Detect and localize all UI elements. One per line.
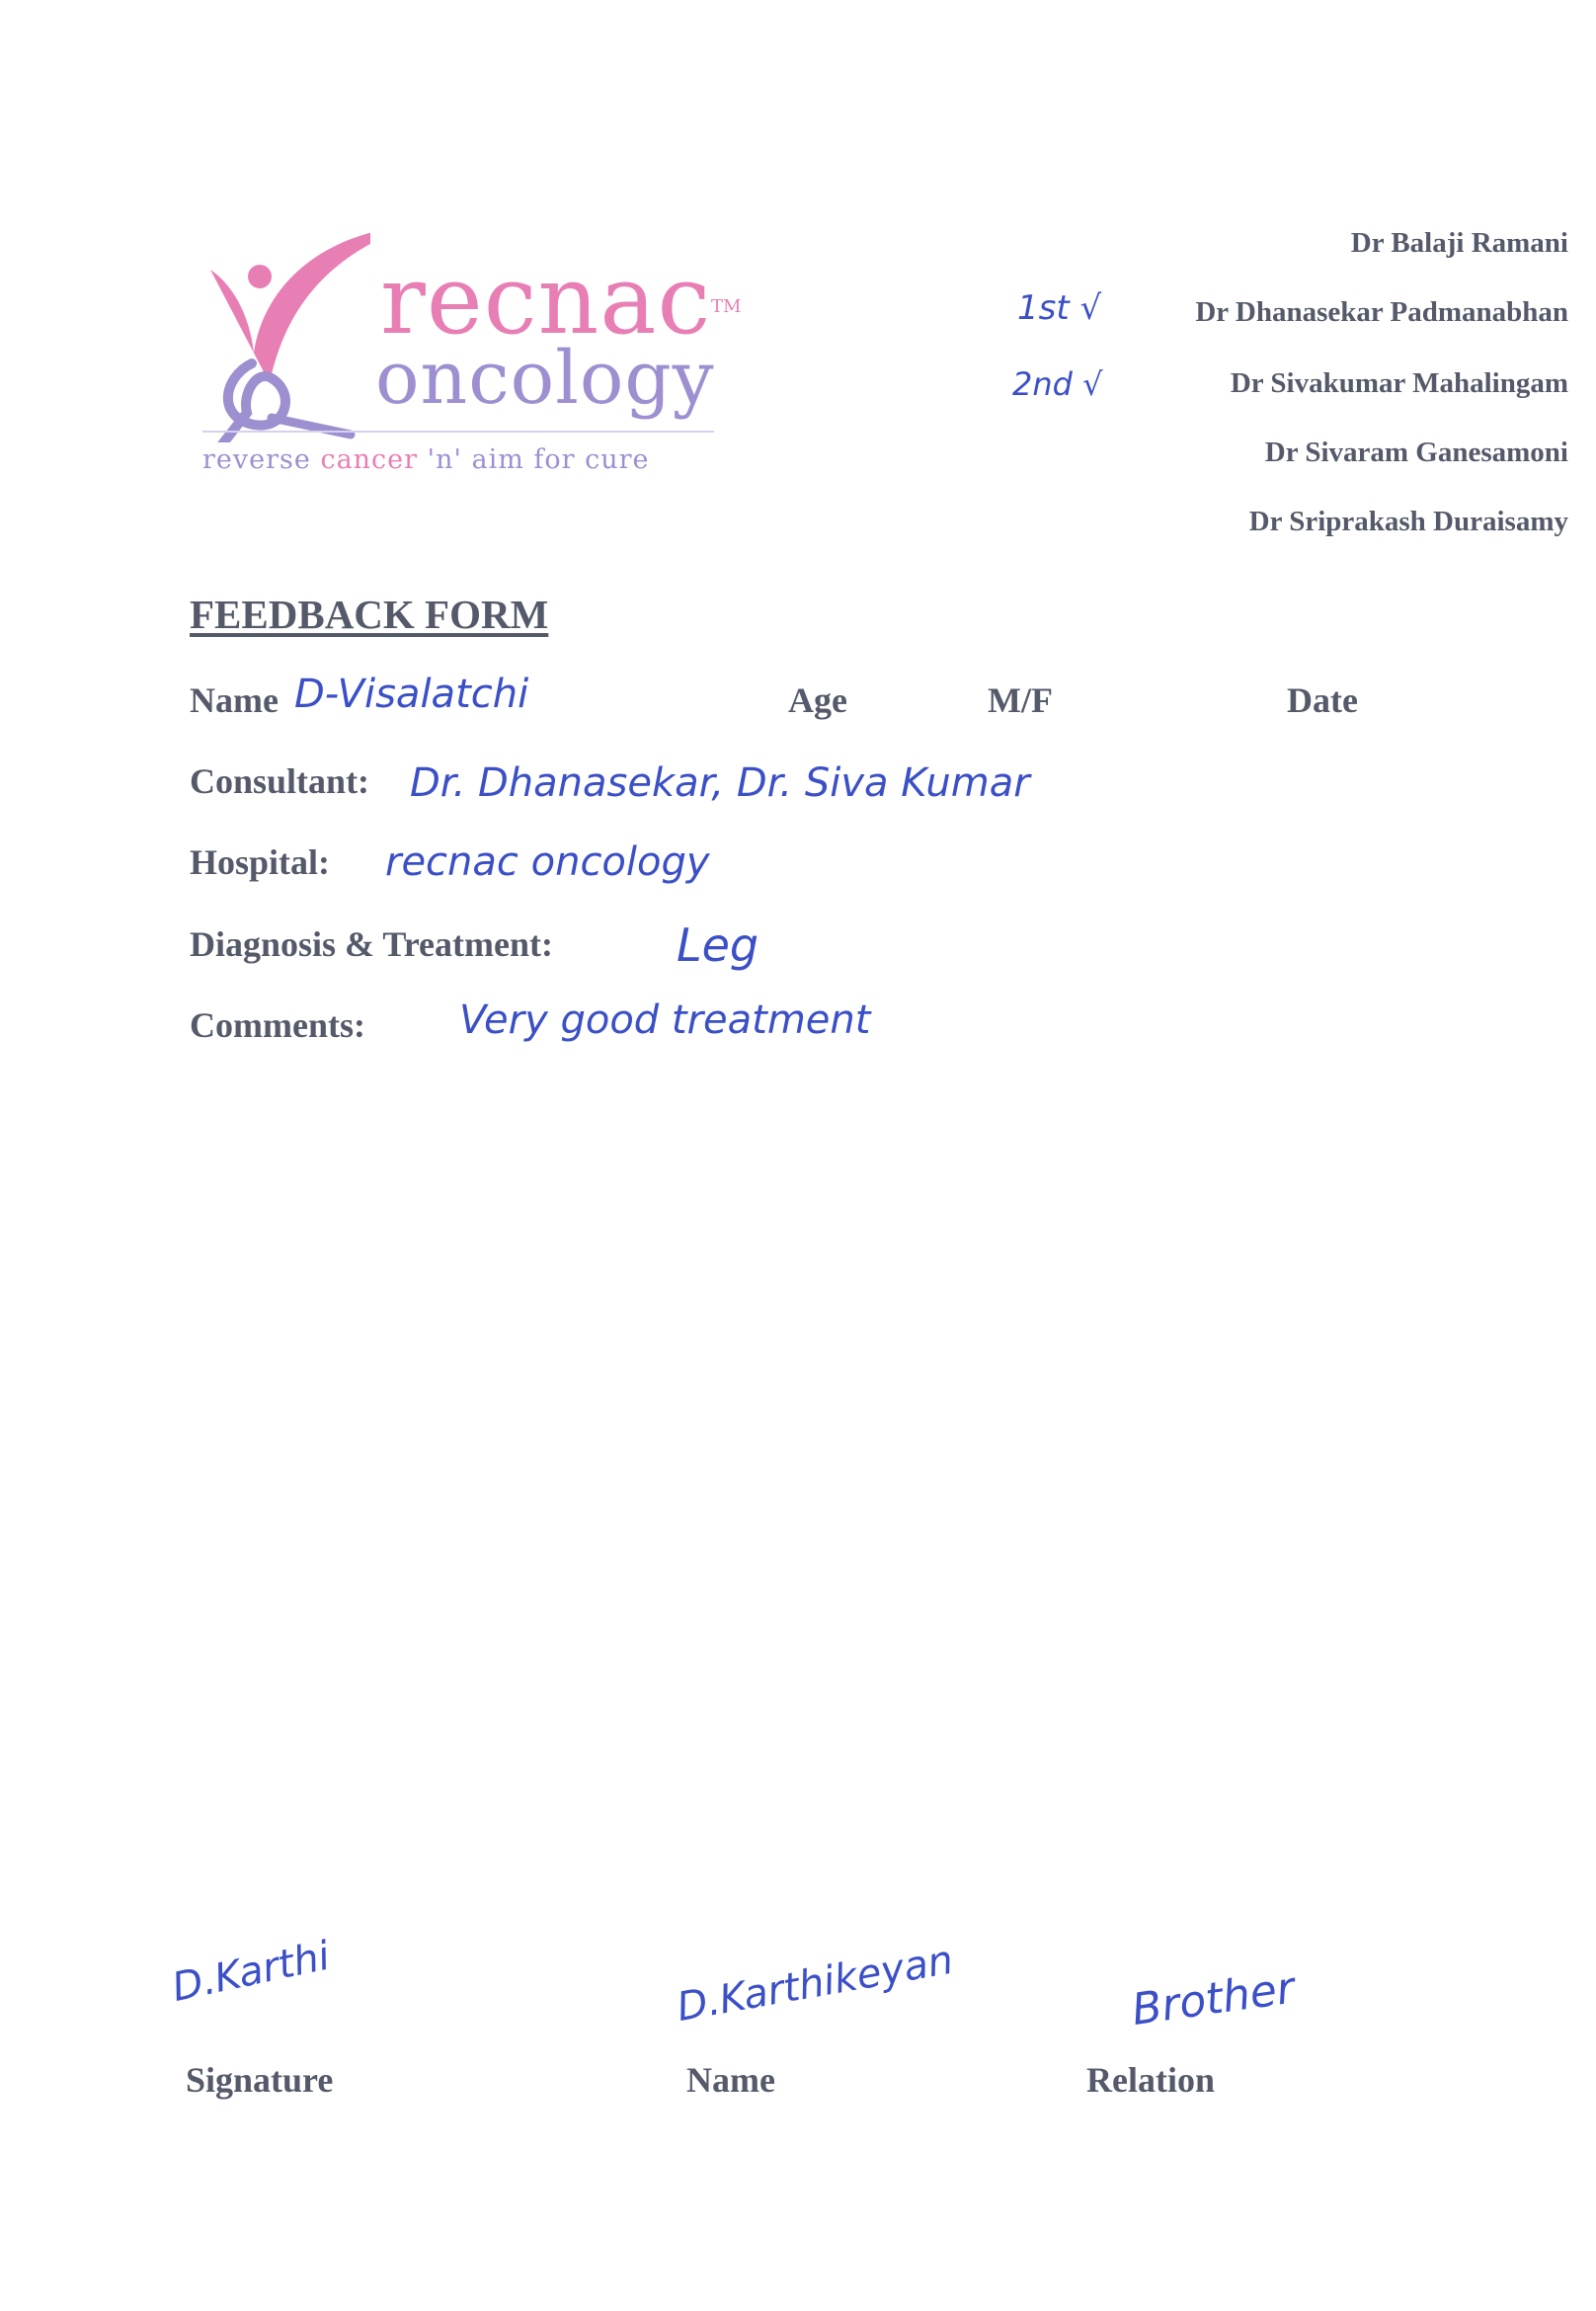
logo-trademark: TM: [711, 296, 742, 317]
ribbon-figure-icon: [193, 215, 370, 442]
tagline-part-2: cancer: [320, 444, 419, 475]
diagnosis-label: Diagnosis & Treatment:: [190, 924, 553, 964]
consultant-value[interactable]: Dr. Dhanasekar, Dr. Siva Kumar: [410, 760, 1030, 806]
logo-divider: [202, 431, 714, 433]
comments-value[interactable]: Very good treatment: [459, 997, 871, 1043]
hospital-label: Hospital:: [190, 842, 331, 882]
handwritten-second-mark: 2nd √: [1012, 365, 1103, 403]
doctor-name: Dr Balaji Ramani: [1350, 227, 1568, 259]
consultant-label: Consultant:: [190, 761, 370, 801]
date-label: Date: [1287, 680, 1358, 720]
comments-label: Comments:: [190, 1005, 365, 1045]
diagnosis-value[interactable]: Leg: [677, 918, 759, 972]
recnac-oncology-logo: [193, 215, 746, 482]
handwritten-first-mark: 1st √: [1017, 288, 1102, 328]
tagline-part-3: 'n' aim for cure: [418, 444, 650, 475]
age-label: Age: [788, 680, 847, 720]
name-label: Name: [190, 680, 279, 720]
hospital-value[interactable]: recnac oncology: [385, 839, 710, 885]
relation-handwriting[interactable]: Brother: [1128, 1962, 1298, 2035]
name-handwriting[interactable]: D.Karthikeyan: [674, 1937, 957, 2031]
name-value[interactable]: D-Visalatchi: [294, 672, 529, 717]
signature-handwriting[interactable]: D.Karthi: [168, 1933, 334, 2011]
doctor-name: Dr Sriprakash Duraisamy: [1248, 506, 1568, 537]
logo-word-recnac: recnac: [380, 245, 712, 356]
signature-label: Signature: [186, 2060, 334, 2100]
doctor-name: Dr Dhanasekar Padmanabhan: [1195, 296, 1568, 328]
logo-tagline: [202, 444, 714, 475]
doctor-name: Dr Sivaram Ganesamoni: [1264, 437, 1568, 468]
relation-label: Relation: [1086, 2060, 1215, 2100]
logo-word-oncology: oncology: [375, 336, 715, 421]
sex-label: M/F: [988, 680, 1053, 720]
doctor-name: Dr Sivakumar Mahalingam: [1230, 367, 1568, 399]
form-title: FEEDBACK FORM: [190, 592, 549, 637]
footer-name-label: Name: [686, 2060, 775, 2100]
tagline-part-1: reverse: [202, 444, 321, 475]
